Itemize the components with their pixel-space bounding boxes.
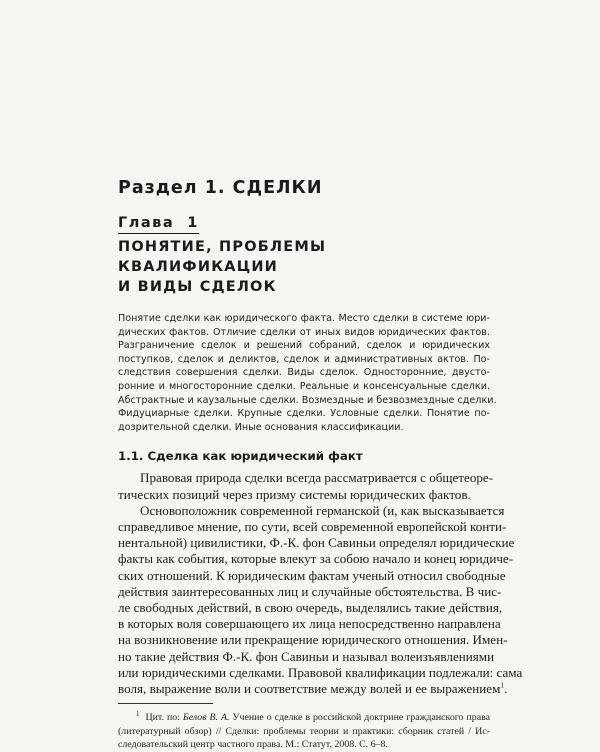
body-line-with-ref: воля, выражение воли и соответствие между волей и ее выражением$^1$. (118, 680, 508, 696)
body-line: на возникновение или прекращение юридического отношения. Имен- (118, 632, 508, 648)
body-line: факты как события, которые влекут за собою начало и конец юридиче- (118, 551, 514, 567)
footnote-line-1 (118, 711, 490, 725)
section-heading (118, 178, 490, 198)
abstract-line: ронние и многосторонние сделки. Реальные и консенсуальные сделки. (118, 380, 490, 392)
section-title: СДЕЛКИ (232, 178, 323, 198)
footnote-author: Белов В. А. (182, 712, 230, 724)
body-line: справедливое мнение, по сути, всей современной европейской конти- (118, 518, 507, 534)
abstract-line: дозрительной сделки. Иные основания классификации. (118, 421, 404, 433)
abstract-line: Понятие сделки как юридического факта. Место сделки в системе юри- (118, 313, 490, 324)
subsection-heading: 1.1. Сделка как юридический факт (118, 449, 363, 464)
footnote-line-2: (литературный обзор) // Сделки: проблемы теории и практики: сборник статей / Ис- (118, 725, 490, 737)
body-text (118, 470, 523, 697)
body-line-text: воля, выражение воли и соответствие между волей и ее выражением (118, 680, 501, 696)
abstract-line: поступков, сделок и деликтов, сделок и административных актов. По- (118, 353, 490, 365)
footnote-prefix: Цит. по: (145, 712, 183, 724)
chapter-title (118, 237, 490, 297)
body-line: Основоположник современной германской (и, как высказывается (140, 502, 505, 518)
body-line: но такие действия Ф.-К. фон Савиньи и называл волеизъявлениями (118, 648, 495, 664)
footnote-reference: 1 (500, 680, 505, 690)
abstract-line: Разграничение сделок и решений собраний, сделок и юридических (118, 340, 490, 352)
body-line: Правовая природа сделки всегда рассматривается с общетеоре- (140, 470, 494, 486)
chapter-title-line-1: ПОНЯТИЕ, ПРОБЛЕМЫ КВАЛИФИКАЦИИ (118, 239, 327, 275)
body-line: действия заинтересованных лиц и случайные обстоятельства. В чис- (118, 583, 502, 599)
chapter-abstract (118, 312, 497, 434)
abstract-line: дических фактов. Отличие сделки от иных видов юридических фактов. (118, 326, 490, 338)
section-number: 1. (204, 178, 226, 198)
body-line: ле свободных действий, в свою очередь, выделялись такие действия, (118, 599, 503, 615)
abstract-line: Абстрактные и каузальные сделки. Возмездные и безвозмездные сделки. (118, 394, 497, 406)
footnote-divider (118, 703, 213, 704)
chapter-label: Глава 1 (118, 214, 199, 234)
section-label: Раздел (118, 178, 198, 198)
body-line: ских отношений. К юридическим фактам ученый относил свободные (118, 567, 506, 583)
chapter-title-line-2: И ВИДЫ СДЕЛОК (118, 279, 277, 295)
abstract-line: следствия совершения сделки. Виды сделок. Односторонние, двусто- (118, 367, 490, 379)
book-page (118, 178, 523, 752)
body-line: тических позиций через призму системы юридических фактов. (118, 486, 471, 502)
body-line: в которых воля совершающего их лица непосредственно направлена (118, 616, 501, 632)
footnote-line-3: следовательский центр частного права. М.: Статут, 2008. С. 6–8. (118, 739, 388, 751)
footnote (118, 711, 490, 752)
body-line: нентальной) цивилистики, Ф.-К. фон Савиньи определял юридические (118, 535, 515, 551)
abstract-line: Фидуциарные сделки. Крупные сделки. Условные сделки. Понятие по- (118, 408, 490, 420)
footnote-title: Учение о сделке в российской доктрине гражданского права (229, 712, 490, 724)
body-line: или юридическими сделками. Правовой квалификации подлежали: сама (118, 664, 523, 680)
footnote-mark: 1 (136, 709, 140, 718)
